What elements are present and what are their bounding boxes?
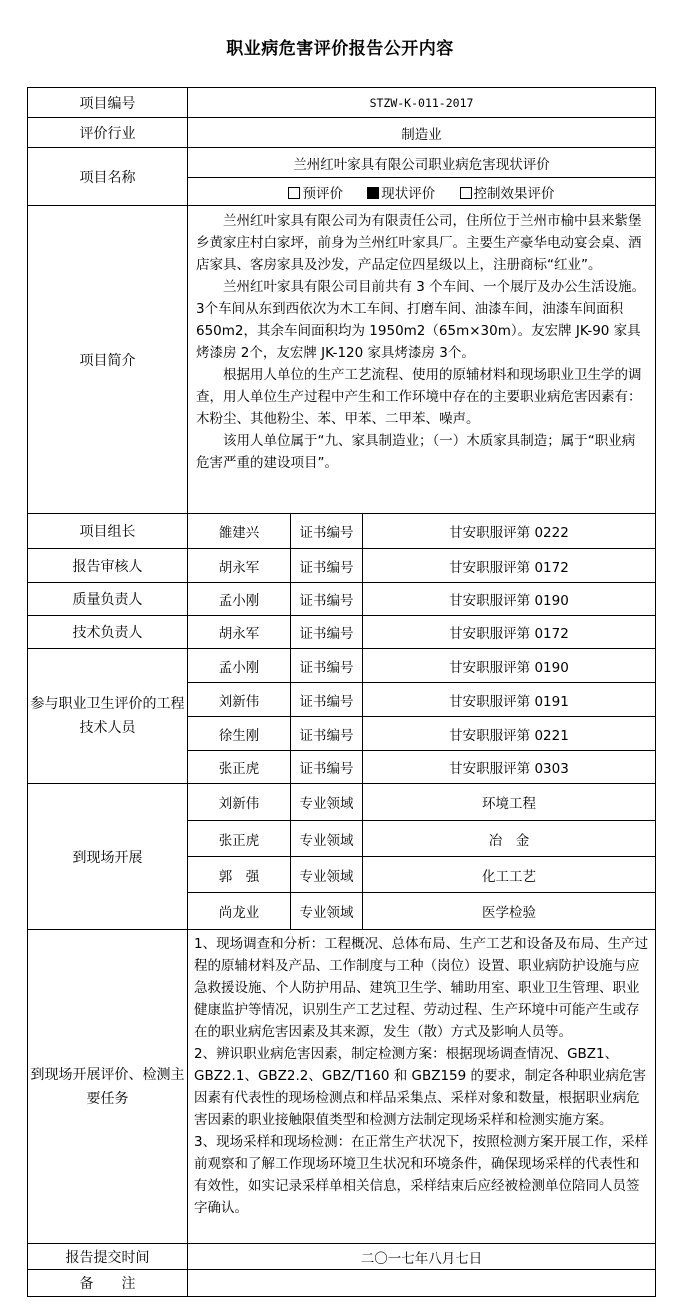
row-quality (28, 583, 656, 616)
remark-value (188, 1270, 656, 1297)
reviewer-cert: 甘安职服评第 0172 (363, 549, 656, 583)
summary-text (188, 206, 656, 514)
engineers-label: 参与职业卫生评价的工程技术人员 (28, 649, 188, 784)
task-item: 3、现场采样和现场检测：在正常生产状况下，按照检测方案开展工作，采样前观察和了解工作现场环境卫生状况和环境条件，确保现场采样的代表性和有效性，如实记录采样单相关信息，采样结束后应经被检测单位陪同人员签字确认。 (194, 1134, 649, 1216)
row-tasks (28, 930, 656, 1244)
cert-label: 证书编号 (291, 649, 363, 683)
reviewer-name: 胡永军 (188, 549, 291, 583)
technical-name: 胡永军 (188, 616, 291, 649)
onsite-name: 尚龙业 (188, 893, 291, 930)
option-status-eval (367, 182, 435, 202)
cert-label: 证书编号 (291, 616, 363, 649)
quality-name: 孟小刚 (188, 583, 291, 616)
onsite-name: 张正虎 (188, 821, 291, 857)
checkbox-control-eval (460, 187, 472, 199)
engineer-cert: 甘安职服评第 0191 (363, 683, 656, 717)
onsite-field: 化工工艺 (363, 857, 656, 893)
quality-label: 质量负责人 (28, 583, 188, 616)
project-name-label: 项目名称 (28, 148, 188, 206)
field-label: 专业领域 (291, 784, 363, 821)
row-remark (28, 1270, 656, 1297)
engineer-name: 孟小刚 (188, 649, 291, 683)
row-industry (28, 118, 656, 148)
remark-label: 备 注 (28, 1270, 188, 1297)
cert-label: 证书编号 (291, 717, 363, 751)
engineer-name: 徐生刚 (188, 717, 291, 751)
summary-paragraph: 兰州红叶家具有限公司为有限责任公司，住所位于兰州市榆中县来紫堡乡黄家庄村白家坪，前身为兰州红叶家具厂。主要生产豪华电动宴会桌、酒店家具、客房家具及沙发，产品定位四星级以上，注册商标“红业”。 (196, 213, 642, 273)
task-item: 1、现场调查和分析：工程概况、总体布局、生产工艺和设备及布局、生产过程的原辅材料及产品、工作制度与工种（岗位）设置、职业病防护设施与应急救援设施、个人防护用品、建筑卫生学、辅助用室、职业卫生管理、职业健康监护等情况，识别生产工艺过程、劳动过程、生产环境中可能产生或存在的职业病危害因素及其来源，发生（散）方式及影响人员等。 (194, 936, 649, 1040)
engineer-name: 刘新伟 (188, 683, 291, 717)
option-control-eval-label: 控制效果评价 (473, 185, 555, 202)
project-no-value: STZW-K-011-2017 (188, 88, 656, 118)
technical-cert: 甘安职服评第 0172 (363, 616, 656, 649)
engineer-cert: 甘安职服评第 0303 (363, 751, 656, 784)
cert-label: 证书编号 (291, 683, 363, 717)
row-project-name (28, 148, 656, 178)
engineer-cert: 甘安职服评第 0221 (363, 717, 656, 751)
project-no-label: 项目编号 (28, 88, 188, 118)
technical-label: 技术负责人 (28, 616, 188, 649)
leader-label: 项目组长 (28, 514, 188, 549)
summary-paragraph: 兰州红叶家具有限公司目前共有 3 个车间、一个展厅及办公生活设施。3个车间从东到西依次为木工车间、打磨车间、油漆车间，油漆车间面积650m2，其余车间面积均为 1950m2（65m×30m）。友宏牌 JK-90 家具烤漆房 2个，友宏牌 JK-120 家具烤漆房 3个。 (196, 279, 646, 361)
row-summary (28, 206, 656, 514)
task-item: 2、辨识职业病危害因素，制定检测方案：根据现场调查情况、GBZ1、GBZ2.1、GBZ2.2、GBZ/T160 和 GBZ159 的要求，制定各种职业病危害因素有代表性的现场检测点和样品采集点、采样对象和数量，根据职业病危害因素的职业接触限值类型和检测方法制定现场采样和检测实施方案。 (194, 1046, 647, 1128)
row-submit (28, 1244, 656, 1270)
onsite-field: 医学检验 (363, 893, 656, 930)
engineer-name: 张正虎 (188, 751, 291, 784)
checkbox-pre-eval (288, 187, 300, 199)
project-name-value: 兰州红叶家具有限公司职业病危害现状评价 (188, 148, 656, 178)
field-label: 专业领域 (291, 893, 363, 930)
eval-type-options (188, 178, 656, 206)
engineer-cert: 甘安职服评第 0190 (363, 649, 656, 683)
row-reviewer (28, 549, 656, 583)
page-title: 职业病危害评价报告公开内容 (226, 39, 454, 59)
cert-label: 证书编号 (291, 514, 363, 549)
option-pre-eval (288, 182, 343, 202)
checkbox-status-eval (367, 187, 379, 199)
tasks-text (188, 930, 656, 1244)
report-table (27, 87, 656, 1297)
tasks-label: 到现场开展评价、检测主要任务 (28, 930, 188, 1244)
quality-cert: 甘安职服评第 0190 (363, 583, 656, 616)
field-label: 专业领域 (291, 821, 363, 857)
option-pre-eval-label: 预评价 (302, 185, 343, 202)
option-status-eval-label: 现状评价 (381, 185, 436, 202)
cert-label: 证书编号 (291, 751, 363, 784)
submit-label: 报告提交时间 (28, 1244, 188, 1270)
cert-label: 证书编号 (291, 549, 363, 583)
summary-paragraph: 该用人单位属于“九、家具制造业；（一）木质家具制造；属于“职业病危害严重的建设项目”。 (196, 433, 636, 471)
summary-label: 项目简介 (28, 206, 188, 514)
reviewer-label: 报告审核人 (28, 549, 188, 583)
onsite-name: 刘新伟 (188, 784, 291, 821)
submit-date: 二〇一七年八月七日 (188, 1244, 656, 1270)
leader-name: 雒建兴 (188, 514, 291, 549)
onsite-field: 环境工程 (363, 784, 656, 821)
row-onsite (28, 784, 656, 821)
option-control-eval (460, 182, 555, 202)
row-leader (28, 514, 656, 549)
summary-paragraph: 根据用人单位的生产工艺流程、使用的原辅材料和现场职业卫生学的调查，用人单位生产过程中产生和工作环境中存在的主要职业病危害因素有：木粉尘、其他粉尘、苯、甲苯、二甲苯、噪声。 (196, 367, 642, 427)
leader-cert: 甘安职服评第 0222 (363, 514, 656, 549)
cert-label: 证书编号 (291, 583, 363, 616)
industry-label: 评价行业 (28, 118, 188, 148)
onsite-label: 到现场开展 (28, 784, 188, 930)
onsite-name: 郭 强 (188, 857, 291, 893)
row-project-no (28, 88, 656, 118)
onsite-field: 冶 金 (363, 821, 656, 857)
row-technical (28, 616, 656, 649)
row-engineer (28, 649, 656, 683)
field-label: 专业领域 (291, 857, 363, 893)
industry-value: 制造业 (188, 118, 656, 148)
